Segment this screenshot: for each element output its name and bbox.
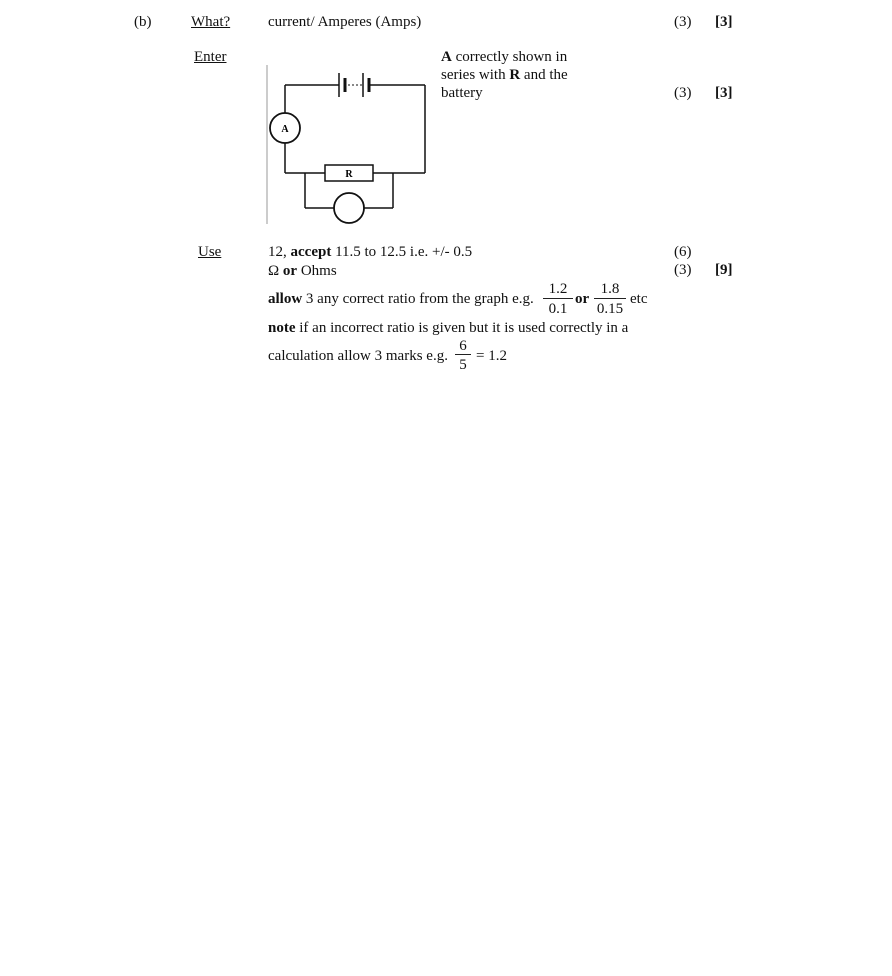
fraction-1 [543, 281, 573, 317]
note-line [268, 319, 628, 337]
answer-enter-text1: correctly shown in [451, 49, 568, 65]
fraction-1-numerator: 1.2 [543, 281, 573, 299]
total-enter: [3] [715, 85, 733, 101]
use-line1-bold: accept [290, 244, 332, 260]
answer-enter-bold: A [441, 49, 452, 65]
calc-result: = 1.2 [476, 348, 507, 364]
total-use: [9] [715, 262, 733, 278]
calc-text: calculation allow 3 marks e.g. [268, 348, 448, 364]
or-word: or [575, 291, 590, 307]
keyword-what: What? [191, 14, 231, 30]
note-bold: note [268, 320, 296, 336]
part-label: (b) [134, 14, 152, 30]
answer-enter-line2-post: and the [520, 67, 568, 83]
total-what: [3] [715, 14, 733, 30]
use-line1 [268, 243, 472, 261]
fraction-3-numerator: 6 [455, 338, 471, 355]
answer-enter-line2 [441, 66, 568, 84]
use-line1-post: 11.5 to 12.5 i.e. +/- 0.5 [331, 244, 473, 260]
fraction-2-denominator: 0.15 [596, 301, 624, 317]
use-line2 [268, 262, 337, 280]
answer-enter-line1 [441, 48, 567, 66]
fraction-2 [594, 281, 626, 317]
resistor-label: R [345, 169, 353, 180]
fraction-1-denominator: 0.1 [548, 301, 568, 317]
answer-what: current/ Amperes (Amps) [268, 14, 422, 30]
voltmeter-symbol [334, 193, 364, 223]
keyword-use: Use [198, 244, 222, 260]
answer-enter-line3: battery [441, 85, 483, 101]
allow-text: 3 any correct ratio from the graph e.g. [302, 291, 534, 307]
use-line2-post: Ohms [297, 263, 337, 279]
marks-use-1: (6) [674, 244, 692, 260]
use-line1-pre: 12, [268, 244, 291, 260]
marks-what: (3) [674, 14, 692, 30]
keyword-enter: Enter [194, 49, 227, 65]
use-line2-bold: or [282, 263, 298, 279]
answer-enter-line2-pre: series with [441, 67, 510, 83]
marks-enter: (3) [674, 85, 692, 101]
fraction-3-denominator: 5 [459, 357, 467, 373]
fraction-3 [455, 338, 471, 373]
marks-use-2: (3) [674, 262, 692, 278]
allow-line [268, 290, 534, 308]
fraction-2-numerator: 1.8 [594, 281, 626, 299]
use-line2-pre: Ω [268, 263, 283, 279]
etc-word: etc [630, 291, 648, 307]
answer-enter-line2-bold: R [509, 67, 521, 83]
allow-bold: allow [268, 291, 303, 307]
circuit-diagram [262, 60, 434, 230]
ammeter-label: A [281, 124, 289, 135]
note-text: if an incorrect ratio is given but it is used correctly in a [295, 320, 629, 336]
